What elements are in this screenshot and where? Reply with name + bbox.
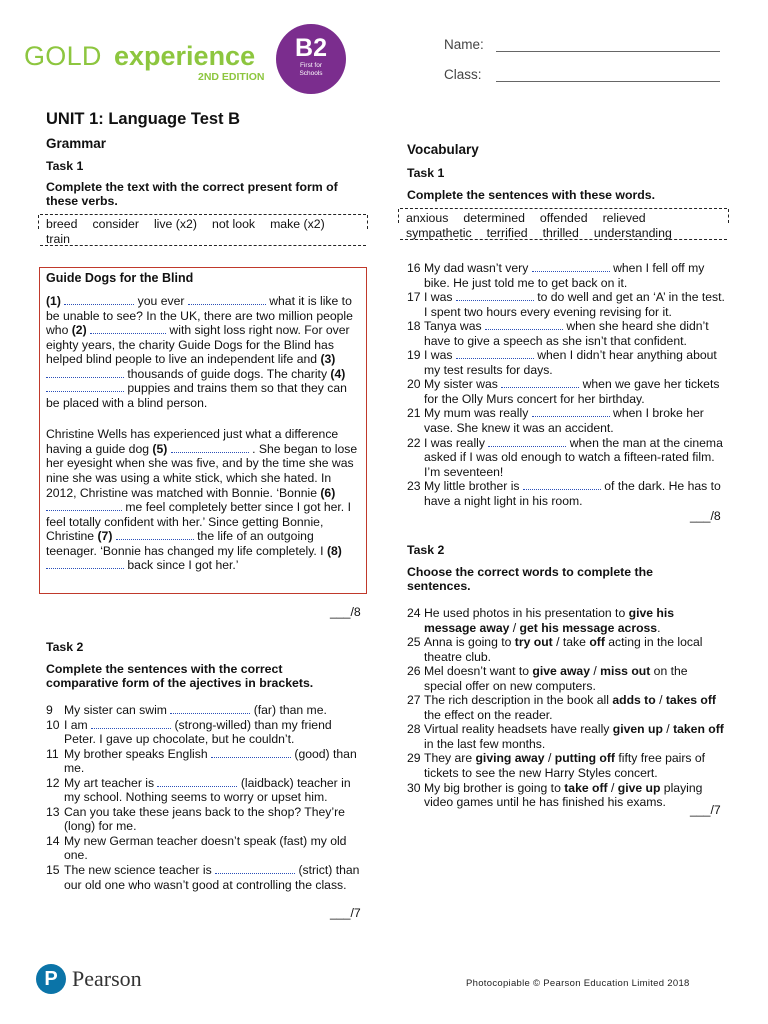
- item-number: 11: [46, 746, 59, 761]
- item-number: 24: [407, 606, 421, 620]
- guide-dogs-heading: Guide Dogs for the Blind: [46, 271, 194, 285]
- item-number: 29: [407, 751, 421, 766]
- text-segment: when I didn’t hear anything about my test results for days.: [424, 348, 717, 377]
- word: sympathetic: [406, 225, 472, 240]
- text-segment: me feel completely better since I got her. I feel totally confident with her.’ Since getting Bonnie, Christine: [46, 500, 351, 544]
- word: relieved: [602, 211, 646, 225]
- answer-gap-18[interactable]: [485, 320, 563, 330]
- answer-option[interactable]: adds to: [612, 693, 656, 708]
- gold-experience-logo: [24, 40, 274, 83]
- answer-gap-21[interactable]: [532, 407, 610, 417]
- text-segment: Mel doesn’t want to: [424, 664, 533, 679]
- text-segment: playing video games until he has finished his exams.: [424, 780, 703, 810]
- unit-title: UNIT 1: Language Test B: [46, 110, 241, 128]
- item-number: 16: [407, 261, 421, 275]
- text-segment: of the dark. He has to have a night light in his room.: [424, 479, 721, 508]
- vocabulary-task2-score: ___/7: [690, 803, 721, 817]
- text-segment: (good) than me.: [64, 746, 357, 776]
- list-item: [407, 436, 725, 480]
- answer-option[interactable]: giving away: [475, 751, 545, 766]
- class-line: [496, 81, 720, 82]
- text-segment: /: [662, 722, 674, 737]
- gap-number: (1): [46, 294, 61, 308]
- vocabulary-task2-list: [407, 606, 725, 810]
- text-segment: thousands of guide dogs. The charity: [124, 366, 331, 381]
- text-segment: Virtual reality headsets have really: [424, 722, 613, 737]
- text-segment: My dad wasn’t very: [424, 261, 532, 275]
- word: make (x2): [270, 217, 325, 231]
- answer-option[interactable]: get his message across: [519, 620, 658, 635]
- item-number: 21: [407, 406, 421, 421]
- list-item: [46, 747, 364, 776]
- grammar-word-box: [40, 214, 366, 246]
- text-segment: (strong-willed) than my friend Peter. I gave up chocolate, but he couldn’t.: [64, 717, 332, 747]
- text-segment: /: [509, 620, 520, 635]
- logo-gold-text: GOLD: [24, 41, 102, 71]
- word: consider: [92, 217, 139, 231]
- text-segment: /: [544, 751, 555, 766]
- text-segment: the life of an outgoing teenager. ‘Bonnie has changed my life completely. I: [46, 529, 327, 558]
- list-item: [407, 319, 725, 348]
- list-item: [407, 693, 725, 722]
- item-number: 22: [407, 435, 421, 450]
- b2-level-badge: [276, 24, 346, 94]
- list-item: [407, 722, 725, 751]
- list-item: [407, 664, 725, 693]
- list-item: [46, 776, 364, 805]
- badge-sub-line-1: First for: [299, 62, 323, 69]
- answer-gap-16[interactable]: [532, 262, 610, 272]
- class-field[interactable]: [444, 67, 482, 83]
- answer-gap-1[interactable]: [64, 295, 134, 305]
- text-segment: My new German teacher doesn’t speak (fast) my old one.: [64, 833, 347, 863]
- answer-option[interactable]: off: [589, 635, 605, 650]
- vocabulary-heading: Vocabulary: [407, 142, 479, 157]
- text-segment: to do well and get an ‘A’ in the test. I spent two hours every evening revising for it.: [424, 290, 725, 319]
- word: live (x2): [153, 217, 197, 231]
- answer-option[interactable]: miss out: [600, 664, 651, 679]
- item-number: 12: [46, 775, 60, 790]
- list-item: [407, 406, 725, 435]
- answer-gap-5[interactable]: [171, 443, 249, 453]
- text-segment: fifty free pairs of tickets to see the new Harry Styles concert.: [424, 751, 706, 781]
- text-segment: My art teacher is: [64, 775, 158, 790]
- text-segment: back since I got her.’: [124, 558, 239, 573]
- text-segment: (strict) than our old one who wasn’t good at controlling the class.: [64, 863, 360, 892]
- answer-gap-10[interactable]: [91, 719, 171, 729]
- list-item: [46, 863, 364, 892]
- gap-number: (6): [320, 485, 336, 500]
- text-segment: I was: [424, 290, 456, 305]
- answer-gap-4[interactable]: [46, 382, 124, 392]
- answer-gap-6[interactable]: [46, 501, 122, 511]
- grammar-task1-score: ___/8: [330, 605, 361, 619]
- answer-gap-11[interactable]: [211, 748, 291, 758]
- answer-option[interactable]: putting off: [554, 751, 615, 766]
- vocabulary-task2-label: Task 2: [407, 543, 445, 557]
- vocabulary-task1-label: Task 1: [407, 166, 445, 180]
- list-item: [46, 834, 364, 863]
- text-segment: the effect on the reader.: [424, 707, 553, 722]
- word: terrified: [486, 225, 528, 240]
- answer-option[interactable]: give his message away: [424, 606, 675, 635]
- answer-gap-23[interactable]: [523, 480, 601, 490]
- word-list: [46, 217, 366, 246]
- text-segment: I am: [64, 717, 92, 732]
- gap-number: (3): [320, 352, 336, 367]
- text-segment: Tanya was: [424, 319, 485, 334]
- item-number: 28: [407, 722, 421, 737]
- list-item: [46, 703, 364, 718]
- instruction-line: sentences.: [407, 579, 471, 594]
- text-segment: with sight loss right now. For over eighty years, the charity Guide Dogs for the Blind has helped blind people to live an independent life and: [46, 323, 350, 367]
- instruction-line: these verbs.: [46, 194, 118, 209]
- item-number: 27: [407, 693, 421, 708]
- logo-edition-text: 2ND EDITION: [198, 71, 265, 83]
- word: offended: [539, 211, 588, 225]
- answer-option[interactable]: give away: [532, 664, 590, 679]
- answer-gap-15[interactable]: [215, 864, 295, 874]
- answer-gap-2[interactable]: [90, 324, 166, 334]
- vocabulary-task1-score: ___/8: [690, 509, 721, 523]
- item-number: 15: [46, 863, 60, 878]
- answer-option[interactable]: takes off: [665, 693, 716, 708]
- list-item: [407, 606, 725, 635]
- pearson-icon: P: [36, 964, 66, 994]
- answer-option[interactable]: try out: [514, 635, 553, 650]
- pearson-wordmark: Pearson: [72, 966, 142, 991]
- text-segment: Christine Wells has experienced just what a difference having a guide dog: [46, 427, 339, 456]
- text-segment: you ever: [134, 294, 188, 308]
- answer-gap-8[interactable]: [46, 559, 124, 569]
- text-segment: when I broke her vase. She knew it was an accident.: [424, 406, 704, 436]
- word: train: [46, 231, 70, 246]
- instruction-line: Complete the text with the correct present form of: [46, 180, 338, 194]
- item-number: 13: [46, 804, 60, 819]
- text-segment: what it is like to be unable to see? In the UK, there are two million people who: [46, 294, 353, 338]
- item-number: 20: [407, 377, 421, 392]
- gap-number: (4): [330, 366, 346, 381]
- item-number: 18: [407, 319, 421, 334]
- class-label: Class:: [444, 67, 482, 82]
- list-item: [407, 751, 725, 780]
- logo-experience-text: experience: [114, 41, 256, 71]
- text-segment: My sister was: [424, 377, 502, 392]
- grammar-task1-label: Task 1: [46, 159, 84, 173]
- list-item: [407, 261, 725, 290]
- item-number: 19: [407, 348, 421, 363]
- item-number: 14: [46, 833, 60, 848]
- gap-number: (2): [71, 323, 87, 338]
- text-segment: I was really: [424, 435, 489, 450]
- answer-option[interactable]: take off: [564, 780, 608, 795]
- grammar-task2-score: ___/7: [330, 906, 361, 920]
- answer-option[interactable]: give up: [617, 780, 661, 795]
- gap-number: (5): [152, 441, 168, 456]
- vocabulary-task1-instruction: Complete the sentences with these words.: [407, 188, 656, 202]
- text-segment: My brother speaks English: [64, 746, 211, 761]
- text-segment: /: [655, 693, 666, 708]
- text-segment: . She began to lose her eyesight when she was five, and by the time she was nine she was using a white stick, which she hated. In 2012, Christine was matched with Bonnie. ‘Bonnie: [46, 441, 358, 500]
- text-segment: My big brother is going to: [424, 780, 565, 795]
- instruction-line: Choose the correct words to complete the: [407, 565, 653, 579]
- list-item: [46, 805, 364, 834]
- answer-gap-1b[interactable]: [188, 295, 266, 305]
- list-item: [46, 718, 364, 747]
- item-number: 17: [407, 290, 421, 305]
- text-segment: The new science teacher is: [64, 863, 216, 878]
- guide-dogs-paragraph-2: [46, 427, 360, 572]
- badge-level: B2: [295, 34, 327, 62]
- word: anxious: [406, 211, 449, 225]
- grammar-task2-label: Task 2: [46, 640, 84, 654]
- text-segment: I was: [424, 348, 456, 363]
- list-item: [407, 635, 725, 664]
- text-segment: when she heard she didn’t have to give a speech as she isn’t that confident.: [424, 319, 709, 348]
- badge-sub-line-2: Schools: [299, 69, 323, 77]
- item-number: 25: [407, 635, 421, 650]
- gap-number: (7): [97, 529, 113, 544]
- item-number: 23: [407, 479, 421, 494]
- word: understanding: [593, 225, 672, 240]
- instruction-line: comparative form of the ajectives in brackets.: [46, 676, 314, 691]
- answer-option[interactable]: taken off: [673, 722, 724, 737]
- answer-gap-19[interactable]: [456, 349, 534, 359]
- item-number: 30: [407, 780, 421, 795]
- list-item: [407, 479, 725, 508]
- text-segment: when the man at the cinema asked if I was old enough to watch a fifteen-rated film. I’m seventeen!: [424, 435, 723, 479]
- item-number: 9: [46, 703, 53, 717]
- list-item: [407, 781, 725, 810]
- text-segment: /: [607, 780, 618, 795]
- guide-dogs-paragraph-1: [46, 294, 360, 410]
- answer-gap-9[interactable]: [170, 704, 250, 714]
- text-segment: /: [589, 664, 601, 679]
- word: not look: [211, 217, 256, 231]
- text-segment: when we gave her tickets for the Olly Murs concert for her birthday.: [424, 377, 720, 406]
- gap-number: (8): [326, 543, 342, 558]
- text-segment: (laidback) teacher in my school. Nothing seems to worry or upset him.: [64, 775, 351, 805]
- text-segment: My little brother is: [424, 479, 523, 494]
- text-segment: .: [657, 620, 661, 635]
- text-segment: Anna is going to: [424, 635, 515, 650]
- guide-dogs-text-box: [39, 267, 367, 594]
- vocabulary-task2-instruction: [407, 565, 653, 593]
- text-segment: He used photos in his presentation to: [424, 606, 629, 620]
- text-segment: (far) than me.: [250, 703, 327, 717]
- word-list: [406, 211, 727, 240]
- text-segment: My mum was really: [424, 406, 532, 421]
- text-segment: acting in the local theatre club.: [424, 635, 703, 664]
- vocabulary-task1-list: [407, 261, 725, 508]
- list-item: [407, 348, 725, 377]
- answer-option[interactable]: given up: [612, 722, 663, 737]
- word: breed: [46, 217, 78, 231]
- text-segment: when I fell off my bike. He just told me to get back on it.: [424, 261, 705, 290]
- vocabulary-word-box: [400, 208, 727, 240]
- text-segment: Can you take these jeans back to the shop? They’re (long) for me.: [64, 804, 345, 834]
- grammar-task1-instruction: [46, 180, 338, 208]
- name-line: [496, 51, 720, 52]
- grammar-task2-list: [46, 703, 364, 892]
- name-label: Name:: [444, 37, 484, 52]
- word: determined: [463, 211, 525, 225]
- answer-gap-17[interactable]: [456, 291, 534, 301]
- text-segment: The rich description in the book all: [424, 693, 613, 708]
- grammar-heading: Grammar: [46, 136, 107, 151]
- text-segment: on the special offer on new computers.: [424, 664, 688, 693]
- item-number: 26: [407, 664, 421, 679]
- name-field[interactable]: [444, 37, 484, 53]
- text-segment: My sister can swim: [64, 703, 171, 717]
- item-number: 10: [46, 717, 60, 732]
- instruction-line: Complete the sentences with the correct: [46, 662, 283, 676]
- text-segment: They are: [424, 751, 476, 766]
- answer-gap-20[interactable]: [501, 378, 579, 388]
- word: thrilled: [542, 225, 579, 240]
- copyright-notice: Photocopiable © Pearson Education Limited 2018: [466, 978, 690, 989]
- answer-gap-12[interactable]: [157, 777, 237, 787]
- grammar-task2-instruction: [46, 662, 313, 690]
- list-item: [407, 290, 725, 319]
- answer-gap-3[interactable]: [46, 368, 124, 378]
- answer-gap-7[interactable]: [116, 530, 194, 540]
- list-item: [407, 377, 725, 406]
- text-segment: / take: [552, 635, 590, 650]
- text-segment: in the last few months.: [424, 736, 546, 751]
- answer-gap-22[interactable]: [488, 437, 566, 447]
- text-segment: puppies and trains them so that they can be placed with a blind person.: [46, 381, 347, 410]
